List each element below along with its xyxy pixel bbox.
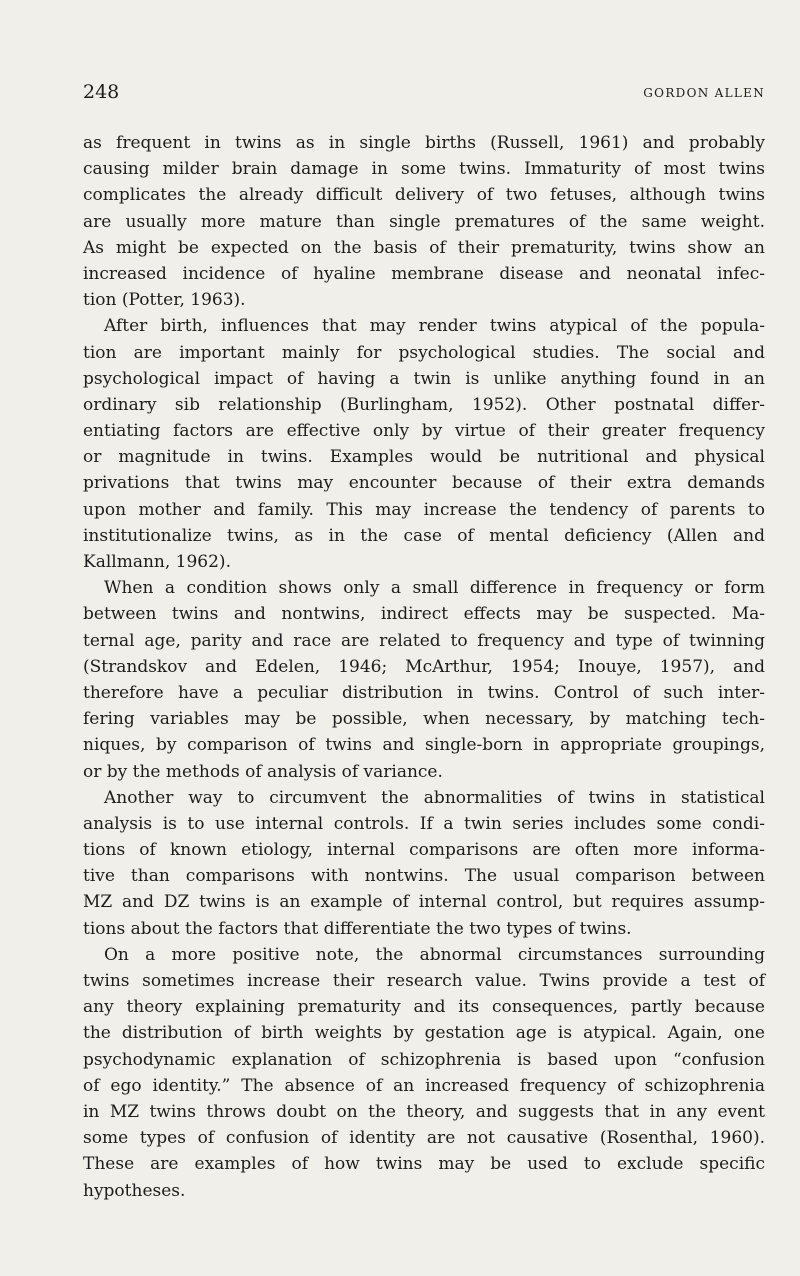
text-line: tion (Potter, 1963). (83, 290, 246, 311)
body-text (83, 130, 765, 1204)
text-line: between twins and nontwins, indirect effects may be suspected. Ma- (83, 604, 765, 625)
text-line: fering variables may be possible, when necessary, by matching tech- (83, 709, 765, 730)
text-line: On a more positive note, the abnormal circumstances surrounding (104, 944, 765, 965)
text-line: some types of confusion of identity are not causative (Rosenthal, 1960). (83, 1128, 765, 1149)
text-line: twins sometimes increase their research value. Twins provide a test of (83, 971, 765, 991)
text-line: MZ and DZ twins is an example of internal control, but requires assump- (83, 892, 765, 913)
text-line: ordinary sib relationship (Burlingham, 1952). Other postnatal differ- (83, 394, 765, 415)
text-line: any theory explaining prematurity and its consequences, partly because (83, 997, 765, 1018)
text-line: niques, by comparison of twins and single-born in appropriate groupings, (83, 735, 765, 756)
text-line: (Strandskov and Edelen, 1946; McArthur, 1954; Inouye, 1957), and (83, 656, 765, 677)
text-line: psychological impact of having a twin is unlike anything found in an (83, 368, 765, 389)
page-header (83, 80, 765, 104)
text-line: Another way to circumvent the abnormalities of twins in statistical (104, 787, 765, 808)
text-line: hypotheses. (83, 1180, 186, 1201)
text-line: or magnitude in twins. Examples would be nutritional and physical (83, 447, 765, 468)
text-line: of ego identity.” The absence of an increased frequency of schizophrenia (83, 1075, 765, 1096)
text-line: complicates the already difficult delivery of two fetuses, although twins (83, 185, 765, 206)
text-line: As might be expected on the basis of their prematurity, twins show an (83, 237, 765, 258)
text-line: upon mother and family. This may increase the tendency of parents to (83, 499, 765, 520)
text-line: tions of known etiology, internal comparisons are often more informa- (83, 840, 765, 861)
text-line: analysis is to use internal controls. If a twin series includes some condi- (83, 813, 765, 834)
text-line: tive than comparisons with nontwins. The usual comparison between (83, 866, 765, 887)
page-number: 248 (83, 81, 120, 103)
text-line: are usually more mature than single prematures of the same weight. (83, 211, 765, 232)
text-line: Kallmann, 1962). (83, 552, 231, 572)
text-line: These are examples of how twins may be used to exclude specific (83, 1154, 765, 1175)
text-line: psychodynamic explanation of schizophrenia is based upon “confusion (83, 1049, 765, 1070)
text-line: tions about the factors that differentiate the two types of twins. (83, 918, 632, 939)
text-line: therefore have a peculiar distribution in twins. Control of such inter- (83, 682, 765, 703)
text-line: increased incidence of hyaline membrane disease and neonatal infec- (83, 263, 765, 284)
text-line: privations that twins may encounter because of their extra demands (83, 473, 765, 494)
text-line: causing milder brain damage in some twins. Immaturity of most twins (83, 159, 765, 180)
text-line: as frequent in twins as in single births (Russell, 1961) and probably (83, 133, 765, 153)
text-line: When a condition shows only a small difference in frequency or form (104, 578, 765, 599)
text-line: or by the methods of analysis of variance. (83, 761, 443, 782)
text-line: the distribution of birth weights by gestation age is atypical. Again, one (83, 1023, 765, 1044)
text-line: After birth, influences that may render twins atypical of the popula- (104, 316, 765, 337)
text-line: ternal age, parity and race are related to frequency and type of twinning (83, 630, 765, 651)
text-line: entiating factors are effective only by virtue of their greater frequency (83, 421, 765, 442)
running-head: GORDON ALLEN (643, 86, 765, 100)
text-line: tion are important mainly for psychological studies. The social and (83, 342, 765, 363)
text-line: institutionalize twins, as in the case of mental deficiency (Allen and (83, 525, 765, 546)
text-line: in MZ twins throws doubt on the theory, and suggests that in any event (83, 1101, 765, 1122)
